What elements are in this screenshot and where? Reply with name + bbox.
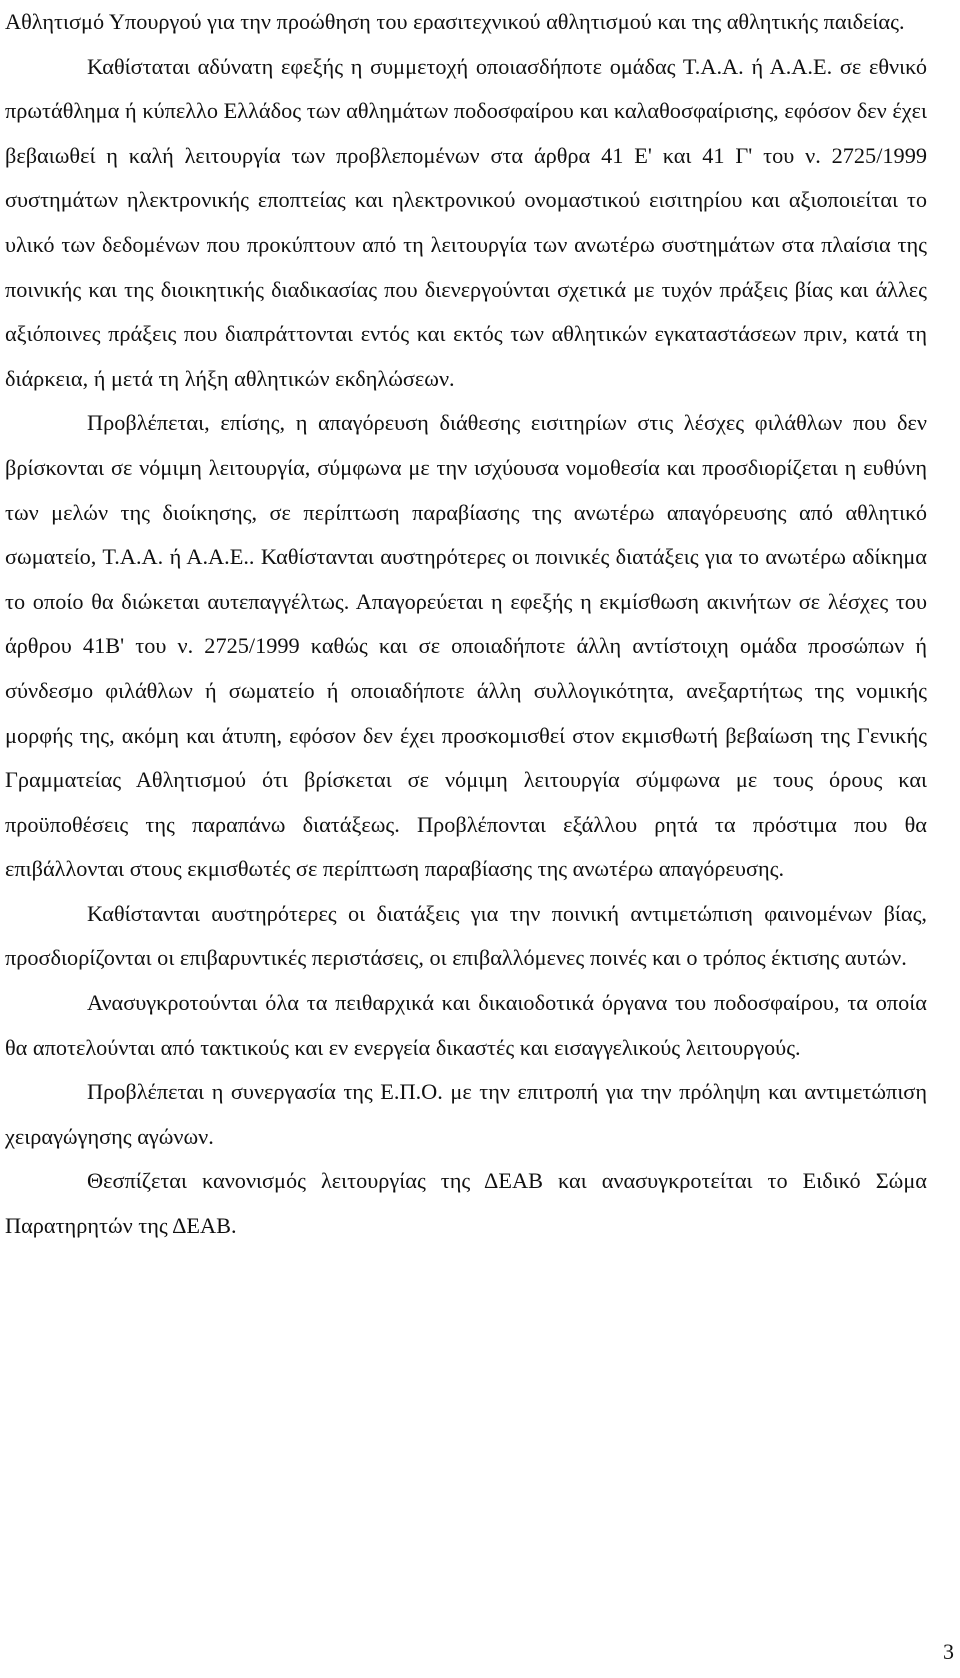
page-number: 3 [943, 1639, 954, 1664]
paragraph-6: Προβλέπεται η συνεργασία της Ε.Π.Ο. με την επιτροπή για την πρόληψη και αντιμετώπιση χειραγώγησης αγώνων. [5, 1079, 927, 1149]
paragraph-5: Ανασυγκροτούνται όλα τα πειθαρχικά και δικαιοδοτικά όργανα του ποδοσφαίρου, τα οποία θα αποτελούνται από τακτικούς και εν ενεργεία δικαστές και εισαγγελικούς λειτουργούς. [5, 990, 927, 1060]
paragraph-2: Καθίσταται αδύνατη εφεξής η συμμετοχή οποιασδήποτε ομάδας Τ.Α.Α. ή Α.Α.Ε. σε εθνικό πρωτάθλημα ή κύπελλο Ελλάδος των αθλημάτων ποδοσφαίρου και καλαθοσφαίρισης, εφόσον δεν έχει βεβαιωθεί η καλή λειτουργία των προβλεπομένων στα άρθρα 41 Ε' και 41 Γ' του ν. 2725/1999 συστημάτων ηλεκτρονικής εποπτείας και ηλεκτρονικού ονομαστικού εισιτηρίου και αξιοποιείται το υλικό των δεδομένων που προκύπτουν από τη λειτουργία των ανωτέρω συστημάτων στα πλαίσια της ποινικής και της διοικητικής διαδικασίας που διενεργούνται σχετικά με τυχόν πράξεις βίας και άλλες αξιόποινες πράξεις που διαπράττονται εντός και εκτός των αθλητικών εγκαταστάσεων πριν, κατά τη διάρκεια, ή μετά τη λήξη αθλητικών εκδηλώσεων. [5, 53, 927, 391]
document-body [5, 0, 927, 1249]
paragraph-7: Θεσπίζεται κανονισμός λειτουργίας της ΔΕΑΒ και ανασυγκροτείται το Ειδικό Σώμα Παρατηρητών της ΔΕΑΒ. [5, 1168, 927, 1239]
paragraph-3: Προβλέπεται, επίσης, η απαγόρευση διάθεσης εισιτηρίων στις λέσχες φιλάθλων που δεν βρίσκονται σε νόμιμη λειτουργία, σύμφωνα με την ισχύουσα νομοθεσία και προσδιορίζεται η ευθύνη των μελών της διοίκησης, σε περίπτωση παραβίασης της ανωτέρω απαγόρευσης από αθλητικό σωματείο, Τ.Α.Α. ή Α.Α.Ε.. Καθίστανται αυστηρότερες οι ποινικές διατάξεις για το ανωτέρω αδίκημα το οποίο θα διώκεται αυτεπαγγέλτως. Απαγορεύεται η εφεξής η εκμίσθωση ακινήτων σε λέσχες του άρθρου 41Β' του ν. 2725/1999 καθώς και σε οποιαδήποτε άλλη αντίστοιχη ομάδα προσώπων ή σύνδεσμο φιλάθλων ή σωματείο ή οποιαδήποτε άλλη συλλογικότητα, ανεξαρτήτως της νομικής μορφής της, ακόμη και άτυπη, εφόσον δεν έχει προσκομισθεί στον εκμισθωτή βεβαίωση της Γενικής Γραμματείας Αθλητισμού ότι βρίσκεται σε νόμιμη λειτουργία σύμφωνα με τους όρους και προϋποθέσεις της παραπάνω διατάξεως. Προβλέπονται εξάλλου ρητά τα πρόστιμα που θα επιβάλλονται στους εκμισθωτές σε περίπτωση παραβίασης της ανωτέρω απαγόρευσης. [5, 410, 927, 882]
paragraph-4: Καθίστανται αυστηρότερες οι διατάξεις για την ποινική αντιμετώπιση φαινομένων βίας, προσδιορίζονται οι επιβαρυντικές περιστάσεις, οι επιβαλλόμενες ποινές και ο τρόπος έκτισης αυτών. [5, 900, 927, 971]
paragraph-1: Αθλητισμό Υπουργού για την προώθηση του ερασιτεχνικού αθλητισμού και της αθλητικής παιδείας. [5, 9, 905, 34]
